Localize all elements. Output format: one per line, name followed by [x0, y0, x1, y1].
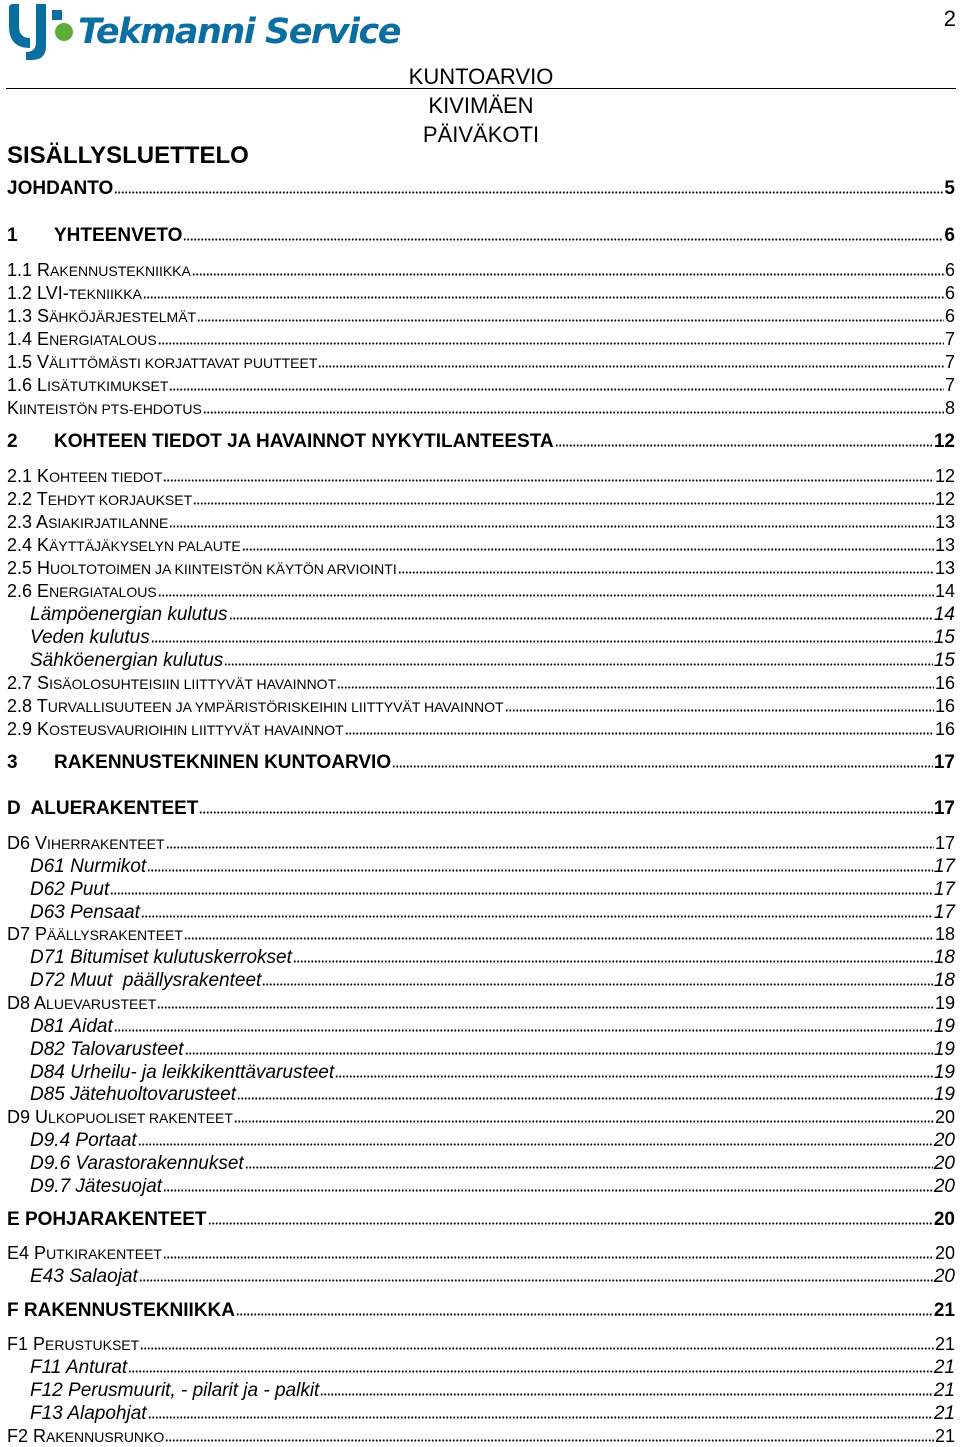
- toc-entry-page: 20: [933, 1153, 955, 1174]
- toc-entry-text: D63 Pensaat: [30, 902, 140, 923]
- toc-entry-text: F12 Perusmuurit, - pilarit ja - palkit: [30, 1380, 320, 1401]
- toc-entry[interactable]: [7, 225, 955, 247]
- toc-dot-leader: [147, 869, 933, 872]
- toc-entry-page: 18: [934, 924, 955, 944]
- toc-entry[interactable]: [7, 581, 955, 602]
- toc-dot-leader: [337, 686, 934, 689]
- toc-entry-label: [7, 466, 162, 487]
- toc-entry-page: 20: [933, 1209, 955, 1230]
- toc-entry[interactable]: [7, 798, 955, 820]
- toc-dot-leader: [114, 1029, 933, 1032]
- toc-dot-leader: [245, 1166, 933, 1169]
- toc-entry-page: 17: [933, 856, 955, 877]
- toc-entry-label: [30, 970, 261, 992]
- toc-dot-leader: [203, 411, 944, 414]
- toc-dot-leader: [193, 502, 934, 505]
- toc-entry-initial: R: [37, 260, 51, 280]
- toc-entry-text: OSTEUSVAURIOIHIN LIITTYVÄT HAVAINNOT: [49, 722, 344, 738]
- toc-entry-text: SIAKIRJATILANNE: [48, 515, 169, 531]
- toc-dot-leader: [110, 892, 933, 895]
- toc-entry-initial: K: [7, 398, 20, 418]
- toc-entry-text: RAKENNUSTEKNINEN KUNTOARVIO: [54, 752, 392, 773]
- toc-dot-leader: [169, 388, 944, 391]
- toc-entry-label: [7, 283, 142, 304]
- toc-entry-label: [7, 581, 157, 602]
- toc-entry-label: [30, 879, 109, 901]
- toc-entry-number: 2.3: [7, 512, 33, 532]
- toc-entry-initial: T: [36, 489, 48, 509]
- toc-dot-leader: [392, 765, 933, 768]
- toc-entry[interactable]: [7, 1266, 955, 1288]
- toc-entry-page: 21: [933, 1357, 955, 1378]
- toc-dot-leader: [148, 1416, 933, 1419]
- toc-entry-page: 14: [933, 604, 955, 625]
- toc-entry-page: 6: [944, 260, 955, 280]
- toc-entry-page: 21: [933, 1403, 955, 1424]
- toc-entry-page: 17: [933, 902, 955, 923]
- toc-entry-label: [30, 1016, 113, 1038]
- toc-entry-page: 12: [934, 489, 955, 509]
- toc-entry-page: 21: [934, 1426, 955, 1446]
- toc-entry-number: 1.2: [7, 283, 33, 303]
- toc-entry[interactable]: [7, 833, 955, 854]
- toc-entry-number: 1.4: [7, 329, 33, 349]
- toc-entry-initial: A: [34, 993, 47, 1013]
- toc-entry[interactable]: [7, 178, 955, 200]
- toc-dot-leader: [262, 983, 933, 986]
- toc-entry[interactable]: [7, 924, 955, 945]
- toc-entry-number: 1.5: [7, 352, 33, 372]
- toc-entry[interactable]: [7, 650, 955, 672]
- toc-entry-page: 13: [934, 535, 955, 555]
- toc-entry[interactable]: [7, 673, 955, 694]
- toc-entry-text: D61 Nurmikot: [30, 856, 147, 877]
- toc-entry-number: F2: [7, 1426, 29, 1446]
- toc-entry-text: Lämpöenergian kulutus: [30, 604, 228, 625]
- toc-entry[interactable]: [7, 512, 955, 533]
- toc-entry-initial: A: [36, 512, 49, 532]
- toc-entry[interactable]: [7, 1153, 955, 1175]
- toc-entry-number: 2.2: [7, 489, 33, 509]
- toc-entry-text: AKENNUSRUNKO: [46, 1429, 165, 1445]
- toc-entry[interactable]: [7, 1062, 955, 1084]
- toc-entry-label: [7, 673, 336, 694]
- toc-entry-number: D6: [7, 833, 31, 853]
- toc-entry-label: [7, 225, 182, 247]
- toc-entry-label: [30, 1266, 138, 1288]
- toc-entry[interactable]: [7, 398, 955, 419]
- toc-entry-number: 2.6: [7, 581, 33, 601]
- toc-entry-text: D81 Aidat: [30, 1016, 113, 1037]
- toc-entry-page: 18: [933, 970, 955, 991]
- toc-entry-initial: T: [36, 696, 48, 716]
- toc-entry-text: Veden kulutus: [30, 627, 150, 648]
- toc-entry-label: [30, 856, 146, 878]
- toc-entry-page: 15: [933, 650, 955, 671]
- toc-entry[interactable]: [7, 970, 955, 992]
- toc-entry-label: [7, 535, 241, 556]
- toc-entry-text: ISÄTUTKIMUKSET: [47, 378, 169, 394]
- toc-entry-page: 19: [933, 1016, 955, 1037]
- toc-dot-leader: [242, 548, 934, 551]
- document-title-line2: KIVIMÄEN PÄIVÄKOTI: [422, 93, 540, 147]
- toc-entry-number: 1: [7, 225, 18, 246]
- toc-entry-label: [7, 1243, 162, 1264]
- toc-entry-label: [30, 1153, 244, 1175]
- toc-entry-page: 13: [934, 558, 955, 578]
- toc-dot-leader: [555, 444, 933, 447]
- toc-entry-label: [30, 604, 228, 626]
- toc-entry-page: 21: [933, 1380, 955, 1401]
- toc-entry[interactable]: [7, 1380, 955, 1402]
- toc-dot-leader: [224, 663, 933, 666]
- toc-entry-number: D9: [7, 1107, 31, 1127]
- toc-entry-initial: P: [33, 1334, 46, 1354]
- toc-entry-text: OHTEEN TIEDOT: [49, 469, 163, 485]
- toc-entry-page: 17: [933, 798, 955, 819]
- toc-entry-number: 1.6: [7, 375, 33, 395]
- toc-entry-text: D72 Muut päällysrakenteet: [30, 970, 262, 991]
- toc-entry-text: D ALUERAKENTEET: [7, 798, 199, 819]
- toc-entry-text: NERGIATALOUS: [49, 584, 157, 600]
- toc-dot-leader: [505, 709, 934, 712]
- toc-dot-leader: [345, 732, 934, 735]
- toc-entry-initial: K: [37, 466, 50, 486]
- toc-entry-text: EHDYT KORJAUKSET: [47, 492, 193, 508]
- toc-entry-text: ISÄOLOSUHTEISIIN LIITTYVÄT HAVAINNOT: [49, 676, 337, 692]
- toc-dot-leader: [185, 1052, 933, 1055]
- toc-entry[interactable]: [7, 1334, 955, 1355]
- toc-entry-initial: U: [35, 1107, 49, 1127]
- toc-entry[interactable]: [7, 752, 955, 774]
- toc-entry[interactable]: [7, 1107, 955, 1128]
- toc-entry-text: D9.7 Jätesuojat: [30, 1176, 163, 1197]
- toc-dot-leader: [163, 1256, 934, 1259]
- toc-entry[interactable]: [7, 1300, 955, 1322]
- toc-entry[interactable]: [7, 489, 955, 510]
- toc-entry-number: D8: [7, 993, 31, 1013]
- toc-entry-label: [7, 924, 183, 945]
- toc-entry-label: [30, 947, 292, 969]
- toc-entry-initial: V: [35, 833, 48, 853]
- toc-dot-leader: [184, 937, 934, 940]
- toc-entry[interactable]: [7, 352, 955, 373]
- toc-dot-leader: [293, 960, 933, 963]
- toc-entry-text: F RAKENNUSTEKNIIKKA: [7, 1300, 235, 1321]
- toc-entry-number: 2.8: [7, 696, 33, 716]
- toc-dot-leader: [318, 365, 944, 368]
- toc-dot-leader: [139, 1279, 933, 1282]
- toc-dot-leader: [165, 1439, 934, 1442]
- toc-entry-text: YHTEENVETO: [54, 225, 183, 246]
- toc-entry-label: [7, 696, 504, 717]
- toc-dot-leader: [234, 1120, 934, 1123]
- toc-dot-leader: [128, 1370, 933, 1373]
- toc-dot-leader: [151, 640, 933, 643]
- toc-entry[interactable]: [7, 466, 955, 487]
- toc-entry-text: D9.4 Portaat: [30, 1130, 137, 1151]
- toc-entry-number: 2.5: [7, 558, 33, 578]
- toc-entry[interactable]: [7, 558, 955, 579]
- toc-entry[interactable]: [7, 856, 955, 878]
- toc-dot-leader: [335, 1075, 933, 1078]
- toc-dot-leader: [140, 1347, 934, 1350]
- toc-entry-text: E43 Salaojat: [30, 1266, 138, 1287]
- toc-entry-text: F13 Alapohjat: [30, 1403, 147, 1424]
- toc-entry-text: LKOPUOLISET RAKENTEET: [48, 1110, 233, 1126]
- toc-entry-text: ÄÄLLYSRAKENTEET: [47, 927, 183, 943]
- toc-entry-page: 5: [944, 178, 955, 199]
- toc-entry-text: D71 Bitumiset kulutuskerrokset: [30, 947, 292, 968]
- toc-entry-page: 20: [933, 1266, 955, 1287]
- toc-entry-label: [30, 1084, 236, 1106]
- toc-entry-label: [30, 902, 140, 924]
- toc-entry-label: [30, 1039, 184, 1061]
- toc-entry[interactable]: [7, 902, 955, 924]
- toc-entry[interactable]: [7, 993, 955, 1014]
- toc-entry-label: [7, 1107, 233, 1128]
- toc-entry-number: 2.9: [7, 719, 33, 739]
- toc-entry-text: D84 Urheilu- ja leikkikenttävarusteet: [30, 1062, 335, 1083]
- toc-heading: SISÄLLYSLUETTELO: [7, 142, 249, 169]
- document-title-line1: KUNTOARVIO: [408, 64, 554, 89]
- toc-dot-leader: [197, 319, 944, 322]
- toc-entry-label: [7, 375, 168, 396]
- toc-entry-text: ÄHKÖJÄRJESTELMÄT: [49, 309, 197, 325]
- toc-entry[interactable]: [7, 1357, 955, 1379]
- toc-entry-text: IHERRAKENTEET: [47, 836, 165, 852]
- toc-entry-number: 2.1: [7, 466, 33, 486]
- toc-entry-page: 12: [933, 431, 955, 452]
- toc-entry-label: [7, 798, 198, 820]
- toc-entry-initial: V: [37, 352, 50, 372]
- document-title: [369, 62, 593, 149]
- toc-entry[interactable]: [7, 1039, 955, 1061]
- toc-entry[interactable]: [7, 375, 955, 396]
- toc-dot-leader: [141, 915, 933, 918]
- toc-entry-label: [7, 993, 156, 1014]
- toc-entry[interactable]: [7, 1016, 955, 1038]
- toc-entry-page: 6: [944, 225, 955, 246]
- toc-entry-label: [7, 1300, 235, 1322]
- toc-entry-number: 3: [7, 752, 18, 773]
- toc-entry-label: [7, 398, 202, 419]
- toc-entry-label: [7, 833, 165, 854]
- toc-entry-initial: P: [35, 924, 48, 944]
- logo-text: Tekmanni Service: [78, 12, 400, 52]
- toc-entry[interactable]: [7, 431, 955, 453]
- toc-entry[interactable]: [7, 1176, 955, 1198]
- toc-entry-page: 7: [944, 329, 955, 349]
- toc-entry-page: 20: [934, 1107, 955, 1127]
- toc-entry-number: 1.1: [7, 260, 33, 280]
- toc-entry-initial: S: [37, 673, 50, 693]
- toc-entry-page: 20: [933, 1176, 955, 1197]
- toc-entry-page: 12: [934, 466, 955, 486]
- toc-dot-leader: [166, 846, 934, 849]
- toc-dot-leader: [229, 617, 933, 620]
- toc-entry[interactable]: [7, 1403, 955, 1425]
- toc-entry-number: 1.3: [7, 306, 33, 326]
- toc-entry-number: 2: [7, 431, 18, 452]
- toc-entry[interactable]: [7, 947, 955, 969]
- toc-entry-label: [7, 489, 192, 510]
- toc-entry-page: 8: [944, 398, 955, 418]
- toc-entry-label: [30, 1062, 334, 1084]
- toc-entry-page: 6: [944, 306, 955, 326]
- toc-entry-page: 17: [934, 833, 955, 853]
- toc-entry-label: [30, 1357, 127, 1379]
- toc-entry-page: 20: [934, 1243, 955, 1263]
- toc-dot-leader: [158, 342, 944, 345]
- toc-entry[interactable]: [7, 627, 955, 649]
- toc-entry-page: 21: [934, 1334, 955, 1354]
- toc-entry-label: [7, 352, 317, 373]
- toc-entry[interactable]: [7, 719, 955, 740]
- toc-entry-text: D85 Jätehuoltovarusteet: [30, 1084, 236, 1105]
- toc-entry-text: JOHDANTO: [7, 178, 114, 199]
- toc-entry-text: NERGIATALOUS: [49, 332, 157, 348]
- toc-entry[interactable]: [7, 535, 955, 556]
- toc-entry-initial: P: [34, 1243, 47, 1263]
- toc-entry-text: D9.6 Varastorakennukset: [30, 1153, 244, 1174]
- toc-entry-label: [30, 650, 223, 672]
- toc-dot-leader: [143, 296, 944, 299]
- toc-dot-leader: [199, 811, 932, 814]
- toc-entry-label: [30, 1130, 137, 1152]
- toc-dot-leader: [169, 525, 934, 528]
- toc-dot-leader: [320, 1393, 933, 1396]
- toc-entry-initial: LVI-: [37, 283, 69, 303]
- toc-entry-number: D7: [7, 924, 31, 944]
- toc-entry-text: ÄLITTÖMÄSTI KORJATTAVAT PUUTTEET: [49, 355, 318, 371]
- toc-entry-page: 18: [933, 947, 955, 968]
- toc-entry[interactable]: [7, 1243, 955, 1264]
- toc-entry-label: [7, 431, 554, 453]
- toc-entry-initial: L: [37, 375, 48, 395]
- toc-dot-leader: [114, 191, 943, 194]
- toc-entry[interactable]: [7, 1209, 955, 1231]
- toc-entry[interactable]: [7, 283, 955, 304]
- page-number: 2: [943, 6, 956, 31]
- toc-entry[interactable]: [7, 1130, 955, 1152]
- toc-entry-text: Sähköenergian kulutus: [30, 650, 224, 671]
- toc-entry-label: [7, 306, 196, 327]
- toc-entry-text: LUEVARUSTEET: [46, 996, 157, 1012]
- toc-dot-leader: [183, 238, 943, 241]
- toc-entry-text: TEKNIIKKA: [68, 286, 142, 302]
- toc-entry-initial: H: [37, 558, 51, 578]
- toc-entry-label: [7, 512, 168, 533]
- toc-entry-initial: S: [37, 306, 50, 326]
- toc-entry[interactable]: [7, 879, 955, 901]
- toc-entry-page: 7: [944, 375, 955, 395]
- toc-entry-label: [7, 1209, 207, 1231]
- toc-entry-page: 19: [933, 1039, 955, 1060]
- toc-entry-text: D82 Talovarusteet: [30, 1039, 184, 1060]
- toc-entry[interactable]: [7, 604, 955, 626]
- toc-entry-page: 21: [933, 1300, 955, 1321]
- toc-entry-label: [30, 1380, 319, 1402]
- toc-entry-page: 19: [933, 1084, 955, 1105]
- toc-entry-page: 16: [934, 696, 955, 716]
- toc-entry-number: 2.7: [7, 673, 33, 693]
- toc-entry-text: ERUSTUKSET: [45, 1337, 140, 1353]
- toc-entry-number: F1: [7, 1334, 29, 1354]
- toc-dot-leader: [163, 1189, 933, 1192]
- toc-dot-leader: [236, 1313, 933, 1316]
- toc-entry-text: KOHTEEN TIEDOT JA HAVAINNOT NYKYTILANTEESTA: [54, 431, 554, 452]
- toc-entry-text: D62 Puut: [30, 879, 110, 900]
- toc-entry-initial: K: [37, 719, 50, 739]
- toc-entry-page: 16: [934, 673, 955, 693]
- toc-entry-label: [7, 329, 157, 350]
- toc-entry-text: UTKIRAKENTEET: [46, 1246, 162, 1262]
- toc-dot-leader: [398, 571, 934, 574]
- toc-entry-initial: E: [37, 329, 50, 349]
- toc-entry-label: [7, 178, 113, 200]
- toc-dot-leader: [138, 1143, 933, 1146]
- toc-dot-leader: [158, 594, 934, 597]
- toc-dot-leader: [192, 273, 944, 276]
- toc-entry-page: 7: [944, 352, 955, 372]
- toc-entry-number: 2.4: [7, 535, 33, 555]
- toc-entry-initial: E: [37, 581, 50, 601]
- toc-entry-number: E4: [7, 1243, 30, 1263]
- toc-entry-text: IINTEISTÖN PTS-EHDOTUS: [19, 401, 202, 417]
- toc-dot-leader: [208, 1222, 933, 1225]
- toc-dot-leader: [157, 1006, 934, 1009]
- toc-entry-initial: K: [37, 535, 50, 555]
- toc-entry-label: [30, 1176, 162, 1198]
- toc-entry-text: F11 Anturat: [30, 1357, 128, 1378]
- toc-entry-page: 17: [933, 879, 955, 900]
- toc-dot-leader: [237, 1097, 933, 1100]
- toc-entry-page: 17: [933, 752, 955, 773]
- toc-entry-page: 19: [933, 1062, 955, 1083]
- toc-entry-page: 19: [934, 993, 955, 1013]
- toc-entry-label: [7, 1334, 139, 1355]
- toc-entry-label: [30, 1403, 147, 1425]
- toc-entry-initial: R: [33, 1426, 47, 1446]
- toc-entry-page: 6: [944, 283, 955, 303]
- toc-entry-text: E POHJARAKENTEET: [7, 1209, 207, 1230]
- toc-entry[interactable]: [7, 696, 955, 717]
- tekmanni-logo-icon: [6, 2, 78, 62]
- toc-entry-text: ÄYTTÄJÄKYSELYN PALAUTE: [49, 538, 241, 554]
- toc-entry-text: AKENNUSTEKNIIKKA: [50, 263, 191, 279]
- toc-entry-page: 16: [934, 719, 955, 739]
- toc-entry-label: [7, 558, 397, 579]
- toc-dot-leader: [163, 479, 934, 482]
- toc-entry[interactable]: [7, 306, 955, 327]
- header-divider: [6, 88, 956, 89]
- toc-entry-text: UOLTOTOIMEN JA KIINTEISTÖN KÄYTÖN ARVIOINTI: [50, 561, 397, 577]
- toc-entry-text: URVALLISUUTEEN JA YMPÄRISTÖRISKEIHIN LIITTYVÄT HAVAINNOT: [47, 699, 504, 715]
- toc-entry[interactable]: [7, 1084, 955, 1106]
- toc-entry[interactable]: [7, 260, 955, 281]
- toc-entry-label: [7, 260, 191, 281]
- toc-entry-label: [7, 752, 391, 774]
- toc-entry-page: 15: [933, 627, 955, 648]
- toc-entry-page: 13: [934, 512, 955, 532]
- toc-entry[interactable]: [7, 329, 955, 350]
- toc-entry-page: 20: [933, 1130, 955, 1151]
- toc-entry-label: [30, 627, 150, 649]
- toc-entry-page: 14: [934, 581, 955, 601]
- toc-entry-label: [7, 719, 344, 740]
